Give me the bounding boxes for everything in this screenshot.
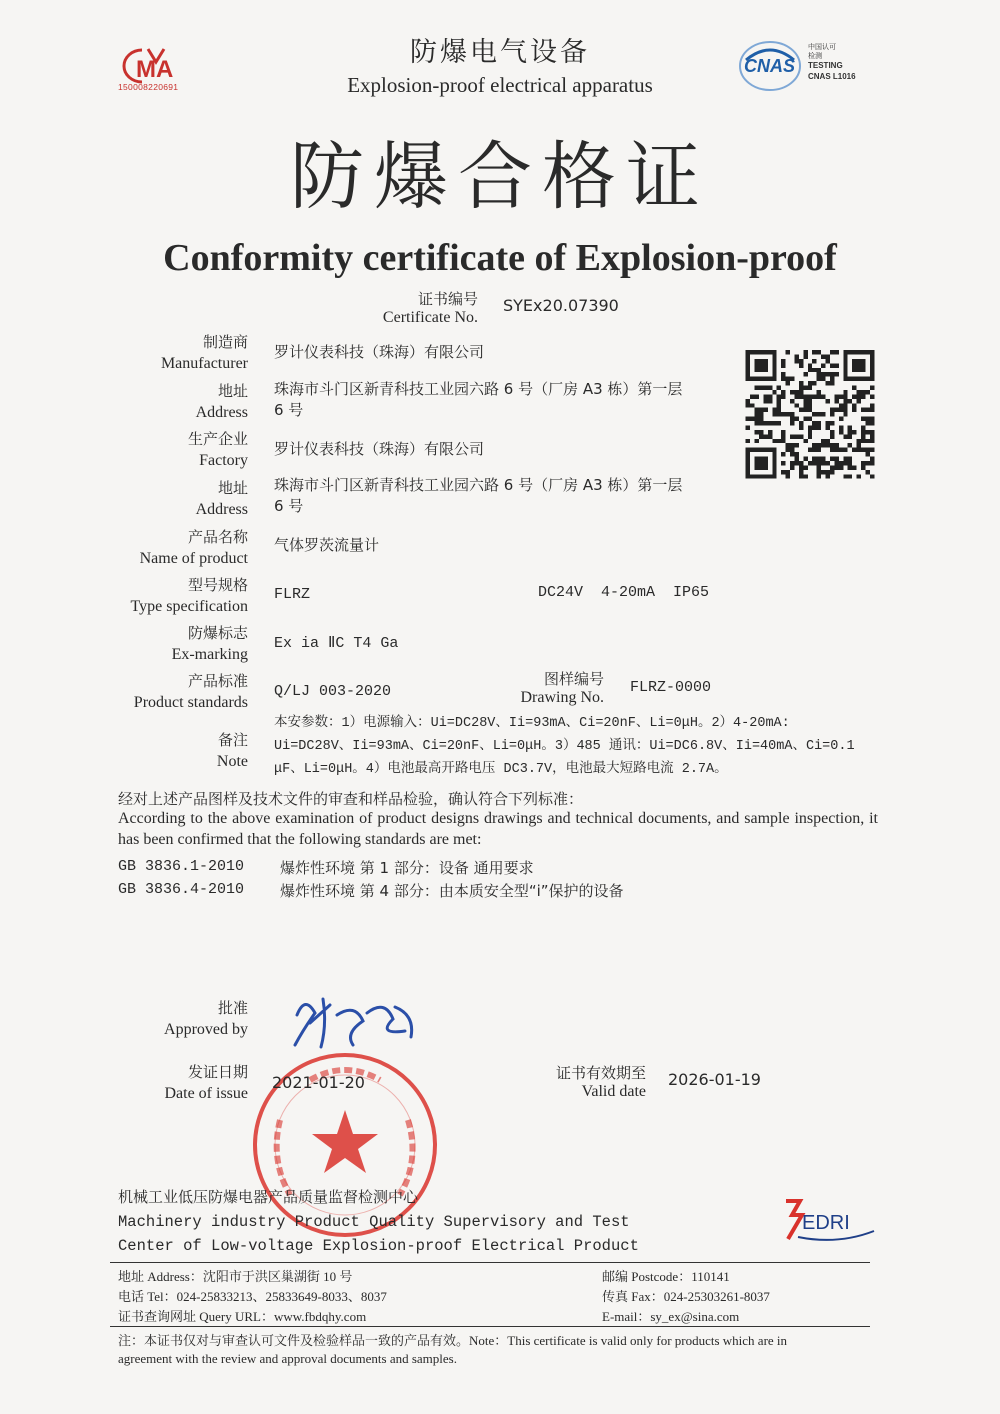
value-manufacturer: 罗计仪表科技（珠海）有限公司 [274, 343, 485, 361]
label-manufacturer: 制造商 Manufacturer [160, 333, 248, 372]
value-standards: Q/LJ 003-2020 [274, 683, 392, 700]
footer-divider-bottom [110, 1326, 870, 1327]
footer-divider-top [110, 1262, 870, 1263]
standard-code-2: GB 3836.4-2010 [118, 881, 245, 898]
standard-desc-1: 爆炸性环境 第 1 部分：设备 通用要求 [280, 859, 534, 877]
label-type: 型号规格 Type specification [130, 576, 248, 615]
value-factory: 罗计仪表科技（珠海）有限公司 [274, 440, 485, 458]
contact-address: 地址 Address：沈阳市于洪区巢湖街 10 号 [118, 1269, 353, 1284]
label-standards: 产品标准 Product standards [133, 672, 248, 711]
contact-fax: 传真 Fax：024-25303261-8037 [602, 1289, 770, 1304]
label-factory: 生产企业 Factory [187, 430, 248, 469]
qr-code-icon [745, 350, 875, 492]
signature-icon [275, 985, 435, 1060]
cma-number: 150008220691 [118, 82, 179, 92]
label-note: 备注 Note [216, 731, 248, 770]
value-drawing-no: FLRZ-0000 [630, 679, 712, 696]
cert-no-label: 证书编号 Certificate No. [382, 290, 478, 326]
contact-url: 证书查询网址 Query URL：www.fbdqhy.com [118, 1309, 367, 1324]
label-approved-by: 批准 Approved by [164, 999, 248, 1038]
footnote-line2: agreement with the review and approval documents and samples. [118, 1351, 457, 1366]
value-address-1: 珠海市斗门区新青科技工业园六路 6 号（厂房 A3 栋）第一层 6 号 [274, 380, 683, 419]
value-exmark: Ex ia ⅡC T4 Ga [274, 635, 399, 652]
value-note: 本安参数：1）电源输入：Ui=DC28V、Ii=93mA、Ci=20nF、Li=0μH。2）4-20mA: Ui=DC28V、Ii=93mA、Ci=20nF、Li=0μH。3）485 通讯：Ui=DC6.8V、Ii=40mA、Ci=0.1 μF、Li=0μH。4）电池最高开路电压 DC3.7V，电池最大短路电流 2.7A。 [274, 716, 855, 777]
issue-date-value: 2021-01-20 [272, 1073, 365, 1092]
svg-text:TESTING: TESTING [808, 61, 843, 70]
footnote-line1: 注：本证书仅对与审查认可文件及检验样品一致的产品有效。Note：This certificate is valid only for products which are in [118, 1333, 788, 1348]
svg-text:检测: 检测 [808, 52, 822, 60]
label-product: 产品名称 Name of product [139, 528, 248, 567]
standard-code-1: GB 3836.1-2010 [118, 858, 245, 875]
cert-no-value: SYEx20.07390 [503, 296, 619, 315]
label-valid-date: 证书有效期至 Valid date [555, 1064, 646, 1100]
label-issue-date: 发证日期 Date of issue [164, 1063, 248, 1102]
value-product: 气体罗茨流量计 [274, 536, 380, 554]
edri-logo-icon [778, 1195, 878, 1245]
svg-text:中国认可: 中国认可 [808, 43, 836, 51]
svg-text:CNAS L1016: CNAS L1016 [808, 72, 856, 81]
svg-text:CNAS: CNAS [744, 56, 796, 76]
standard-desc-2: 爆炸性环境 第 4 部分：由本质安全型“i”保护的设备 [280, 882, 624, 900]
value-type: FLRZ [274, 586, 311, 603]
statement-cn: 经对上述产品图样及技术文件的审查和样品检验，确认符合下列标准： [118, 790, 584, 808]
value-address-2: 珠海市斗门区新青科技工业园六路 6 号（厂房 A3 栋）第一层 6 号 [274, 476, 683, 515]
label-drawing-no: 图样编号 Drawing No. [520, 670, 604, 706]
issuer-en-line2: Center of Low-voltage Explosion-proof Electrical Product [118, 1237, 639, 1255]
value-type-spec: DC24V 4-20mA IP65 [538, 584, 710, 601]
statement-en: According to the above examination of product designs drawings and technical documents, and sample inspection, it has been confirmed that the following standards are met: [118, 810, 878, 848]
header-title-en: Explosion-proof electrical apparatus [347, 73, 653, 97]
cnas-logo-icon [738, 36, 868, 96]
header-title-cn: 防爆电气设备 [410, 37, 590, 68]
contact-postcode: 邮编 Postcode：110141 [602, 1269, 730, 1284]
contact-tel: 电话 Tel：024-25833213、25833649-8033、8037 [118, 1289, 387, 1304]
label-address-2: 地址 Address [195, 479, 248, 518]
valid-date-value: 2026-01-19 [668, 1070, 761, 1089]
contact-email: E-mail：sy_ex@sina.com [602, 1309, 740, 1324]
label-exmark: 防爆标志 Ex-marking [171, 624, 248, 663]
main-title-en: Conformity certificate of Explosion-proof [163, 237, 837, 279]
label-address-1: 地址 Address [195, 382, 248, 421]
issuer-en-line1: Machinery industry Product Quality Supervisory and Test [118, 1213, 630, 1231]
issuer-cn: 机械工业低压防爆电器产品质量监督检测中心 [118, 1188, 419, 1206]
svg-text:EDRI: EDRI [802, 1212, 850, 1234]
main-title-cn: 防爆合格证 [290, 134, 710, 220]
svg-text:MA: MA [136, 56, 174, 83]
